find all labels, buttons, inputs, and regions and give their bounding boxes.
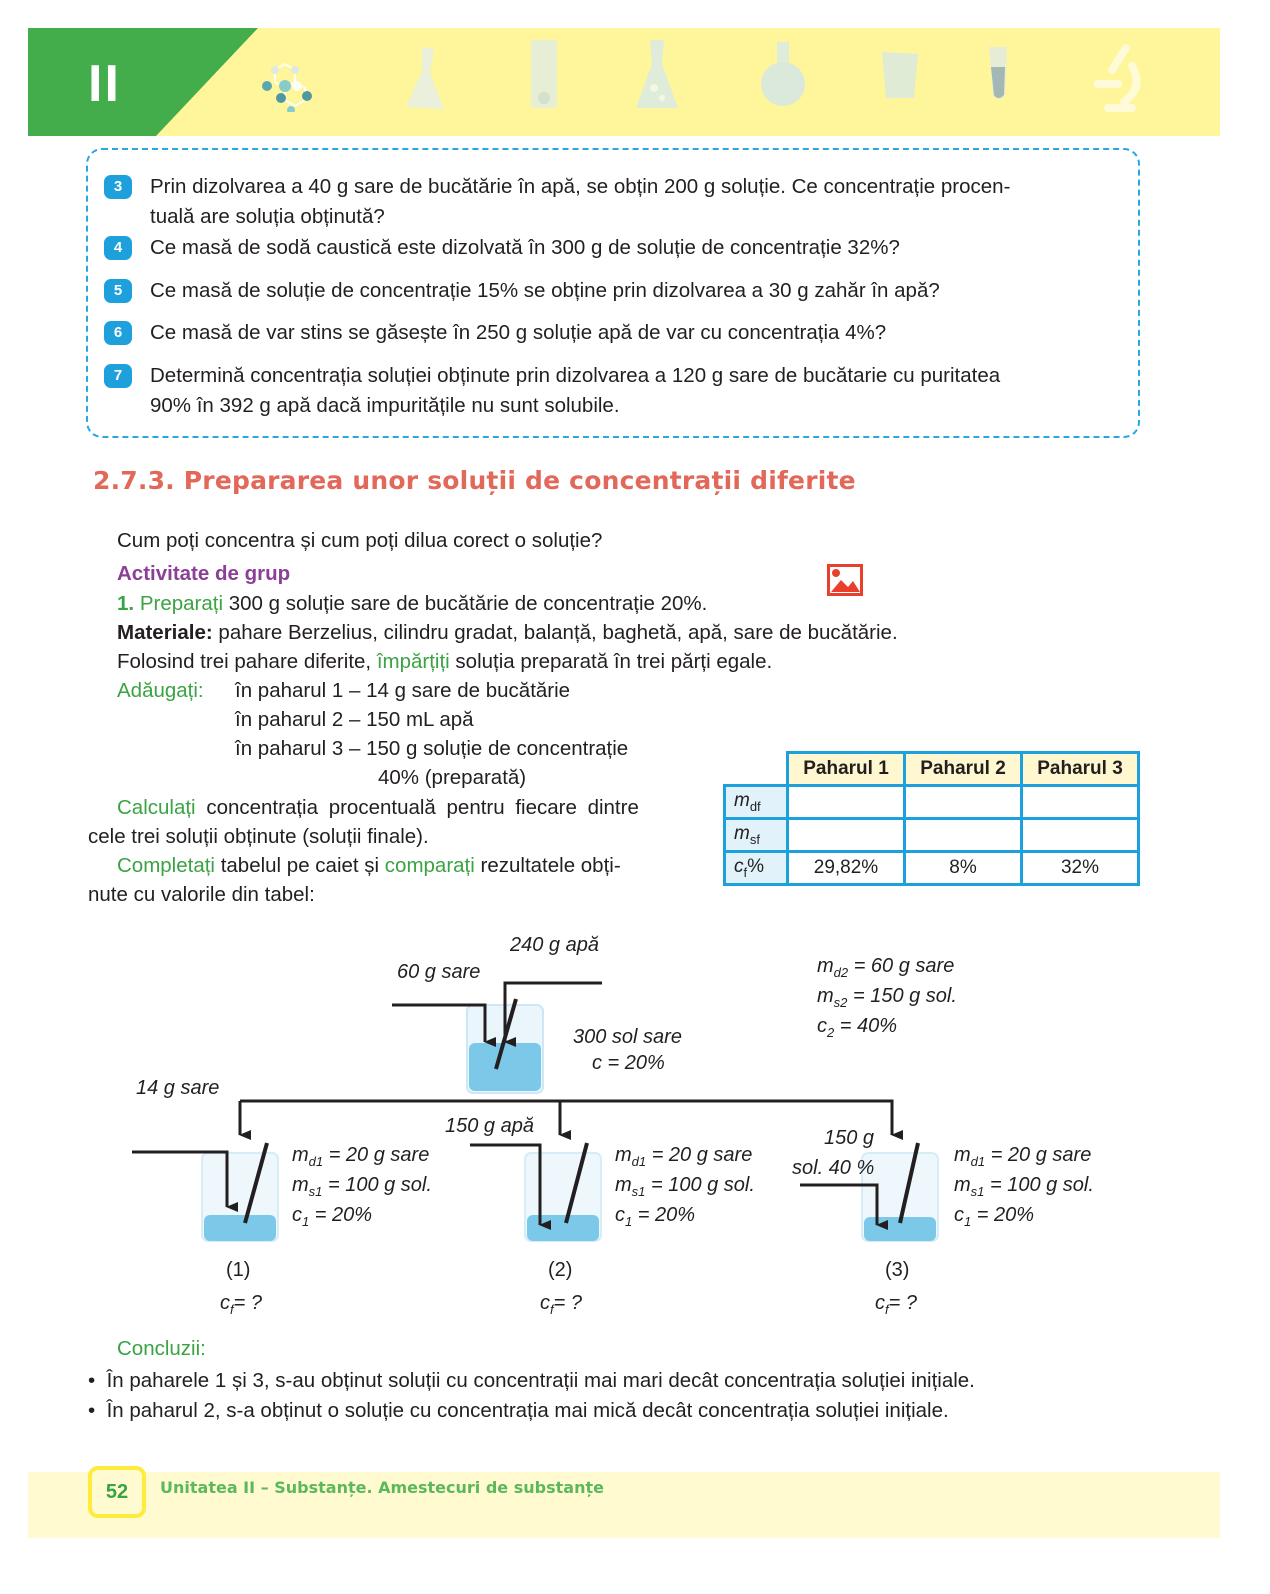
beaker-2 <box>525 1153 601 1241</box>
complete-text: tabelul pe caiet și <box>215 854 385 877</box>
input-salt-label: 60 g sare <box>397 961 481 983</box>
subscript: 1 <box>302 1214 310 1229</box>
initial-concentration-label: c = 20% <box>592 1052 665 1074</box>
value: = ? <box>553 1292 582 1314</box>
table-header-row <box>725 753 1139 786</box>
conclusion-text: În paharele 1 și 3, s-au obținut soluții cu concentrații mai mari decât concentrația soluției inițiale. <box>106 1369 975 1392</box>
row-header <box>725 819 788 852</box>
beaker-3-cf <box>875 1292 917 1317</box>
step-number: 1. <box>117 592 135 615</box>
value: = 100 g sol. <box>984 1174 1094 1196</box>
symbol: c <box>540 1292 550 1314</box>
bullet: • <box>88 1399 107 1422</box>
image-icon[interactable] <box>826 563 864 597</box>
subscript: f <box>885 1302 889 1317</box>
solution2-c <box>817 1015 897 1040</box>
subscript: s2 <box>833 995 848 1010</box>
complete-verb: Completați <box>117 854 215 877</box>
table-cell <box>905 819 1022 852</box>
table-corner <box>725 753 788 786</box>
erlenmeyer-flask-icon <box>400 45 450 115</box>
materials-text: pahare Berzelius, cilindru gradat, balanță, baghetă, apă, sare de bucătărie. <box>212 621 898 644</box>
microscope-icon <box>1088 40 1148 112</box>
table-cell <box>788 819 905 852</box>
solution2-ms <box>817 985 957 1010</box>
column-header: Paharul 2 <box>905 753 1022 786</box>
complete-line-1 <box>117 851 621 880</box>
distribution-line <box>240 1101 892 1135</box>
round-flask-icon <box>755 40 810 108</box>
diagram-graphics <box>120 925 1130 1325</box>
exercise-line: Determină concentrația soluției obținute prin dizolvarea a 120 g sare de bucătarie cu puritatea <box>150 364 1001 387</box>
table-cell: 29,82% <box>788 852 905 885</box>
table-row <box>725 852 1139 885</box>
exercise-text: Ce masă de soluție de concentrație 15% se obține prin dizolvarea a 30 g zahăr în apă? <box>150 279 940 302</box>
beaker-3-ms: $m_{s1} = 100$ g sol. <box>954 1174 1094 1199</box>
symbol: m <box>817 955 834 977</box>
symbol: m <box>817 985 834 1007</box>
table-cell: 32% <box>1022 852 1139 885</box>
conclusion-item <box>88 1366 975 1395</box>
subscript: 1 <box>964 1214 972 1229</box>
table-cell: 8% <box>905 852 1022 885</box>
split-text: soluția preparată în trei părți egale. <box>449 650 773 673</box>
beaker-1-cf <box>220 1292 262 1317</box>
beaker-3-md: $m_{d1} = 20$ g sare <box>954 1144 1092 1169</box>
calc-line-1 <box>117 793 707 822</box>
exercise-text <box>150 172 1010 232</box>
beaker-icon <box>880 50 920 100</box>
exercise-line: 90% în 392 g apă dacă impuritățile nu sunt solubile. <box>150 394 620 417</box>
footer-unit-title: Unitatea II – Substanțe. Amestecuri de substanțe <box>160 1478 604 1497</box>
value: = 150 g sol. <box>847 985 957 1007</box>
unit-tab <box>28 28 258 136</box>
value: = 60 g sare <box>848 955 955 977</box>
subscript: 2 <box>827 1025 835 1040</box>
beaker-3-number: (3) <box>885 1259 910 1281</box>
add-item-3-cont: 40% (preparată) <box>378 766 527 789</box>
complete-line-2: nute cu valorile din tabel: <box>88 883 315 906</box>
value: = ? <box>888 1292 917 1314</box>
symbol: c <box>875 1292 885 1314</box>
beaker-2-c: $c_1 = 20\%$ <box>615 1204 696 1229</box>
exercise-text <box>150 361 1000 421</box>
table-row <box>725 819 1139 852</box>
split-verb: împărțiți <box>376 650 450 673</box>
beaker-2-added: 150 g apă <box>445 1115 534 1137</box>
add-label: Adăugați: <box>117 679 204 702</box>
value: = 20 g sare <box>323 1144 430 1166</box>
table-row <box>725 786 1139 819</box>
materials-line <box>117 618 898 647</box>
beaker-1-added: 14 g sare <box>136 1077 220 1099</box>
symbol: c <box>220 1292 230 1314</box>
page-number: 52 <box>88 1466 146 1518</box>
exercise-number-badge: 6 <box>104 321 132 345</box>
add-item-2: în paharul 2 – 150 mL apă <box>235 708 474 731</box>
step-1 <box>117 589 707 618</box>
results-table <box>723 751 1140 886</box>
conclusions-title: Concluzii: <box>117 1337 206 1360</box>
compare-verb: comparați <box>384 854 475 877</box>
beaker-2-cf <box>540 1292 582 1317</box>
conical-flask-icon <box>632 38 682 110</box>
conclusion-item <box>88 1396 949 1425</box>
subscript: s1 <box>970 1184 985 1199</box>
input-water-label: 240 g apă <box>510 934 599 956</box>
beaker-1-ms: $m_{s1} = 100$ g sol. <box>292 1174 432 1199</box>
materials-label: Materiale: <box>117 621 213 644</box>
step-text: 300 g soluție sare de bucătărie de concentrație 20%. <box>223 592 708 615</box>
subscript: d2 <box>833 965 849 980</box>
beaker-2-md: $m_{d1} = 20$ g sare <box>615 1144 753 1169</box>
conclusion-text: În paharul 2, s-a obținut o soluție cu concentrația mai mică decât concentrația soluției inițiale. <box>106 1399 949 1422</box>
column-header: Paharul 1 <box>788 753 905 786</box>
section-title: 2.7.3. Prepararea unor soluții de concentrații diferite <box>93 466 856 495</box>
beaker-3-c: $c_1 = 20\%$ <box>954 1204 1035 1229</box>
add-item-3: în paharul 3 – 150 g soluție de concentrație <box>235 737 629 760</box>
row-symbol: m <box>734 790 750 812</box>
unit-numeral: II <box>88 55 121 113</box>
table-cell <box>1022 819 1139 852</box>
value: = 20% <box>971 1204 1035 1226</box>
complete-text: rezultatele obți- <box>474 854 621 877</box>
beaker-1-c: $c_1 = 20\%$ <box>292 1204 373 1229</box>
value: = ? <box>233 1292 262 1314</box>
bullet: • <box>88 1369 107 1392</box>
exercise-number-badge: 7 <box>104 364 132 388</box>
table-cell <box>788 786 905 819</box>
step-verb: Preparați <box>139 592 223 615</box>
beaker-3-added-1: 150 g <box>824 1127 875 1149</box>
exercise-line: tuală are soluția obținută? <box>150 205 385 228</box>
value: = 100 g sol. <box>322 1174 432 1196</box>
split-text: Folosind trei pahare diferite, <box>117 650 377 673</box>
beaker-1-number: (1) <box>226 1259 251 1281</box>
calc-line-2: cele trei soluții obținute (soluții finale). <box>88 825 429 848</box>
beaker-3-added-2: sol. 40 % <box>792 1157 875 1179</box>
solution2-md <box>817 955 954 980</box>
beaker-1 <box>202 1153 278 1241</box>
symbol: c <box>817 1015 827 1037</box>
calc-text: concentrația procentuală pentru fiecare dintre <box>195 796 639 819</box>
exercise-text: Ce masă de var stins se găsește în 250 g soluție apă de var cu concentrația 4%? <box>150 321 887 344</box>
row-header <box>725 786 788 819</box>
value: = 100 g sol. <box>645 1174 755 1196</box>
calc-verb: Calculați <box>117 796 196 819</box>
value: = 20% <box>309 1204 373 1226</box>
subscript: f <box>230 1302 234 1317</box>
activity-title: Activitate de grup <box>117 562 291 585</box>
value: = 20% <box>632 1204 696 1226</box>
value: = 20 g sare <box>985 1144 1092 1166</box>
exercise-number-badge: 5 <box>104 279 132 303</box>
exercise-number-badge: 4 <box>104 236 132 260</box>
row-symbol: m <box>734 823 750 845</box>
exercise-line: Prin dizolvarea a 40 g sare de bucătărie în apă, se obțin 200 g soluție. Ce concentrație procen- <box>150 175 1011 198</box>
thermometer-icon <box>525 38 565 110</box>
subscript: 1 <box>625 1214 633 1229</box>
subscript: s1 <box>308 1184 323 1199</box>
beaker-2-number: (2) <box>548 1259 573 1281</box>
exercise-text: Ce masă de sodă caustică este dizolvată în 300 g de soluție de concentrație 32%? <box>150 236 900 259</box>
initial-solution-label: 300 sol sare <box>573 1026 682 1048</box>
row-suffix: % <box>747 856 765 878</box>
split-line <box>117 647 772 676</box>
beaker-1-md: $m_{d1} = 20$ g sare <box>292 1144 430 1169</box>
subscript: f <box>550 1302 554 1317</box>
row-header <box>725 852 788 885</box>
column-header: Paharul 3 <box>1022 753 1139 786</box>
molecule-icon <box>255 62 335 112</box>
test-tube-icon <box>985 45 1015 103</box>
row-subscript: df <box>749 798 761 814</box>
table-cell <box>905 786 1022 819</box>
section-question: Cum poți concentra și cum poți dilua corect o soluție? <box>117 529 603 552</box>
dilution-diagram <box>120 925 1130 1325</box>
row-subscript: f <box>743 864 748 880</box>
row-subscript: sf <box>749 831 760 847</box>
row-symbol: c <box>734 856 744 878</box>
subscript: d1 <box>631 1154 647 1169</box>
add-item-1: în paharul 1 – 14 g sare de bucătărie <box>235 679 571 702</box>
subscript: s1 <box>631 1184 646 1199</box>
value: = 20 g sare <box>646 1144 753 1166</box>
subscript: d1 <box>308 1154 324 1169</box>
beaker-2-ms: $m_{s1} = 100$ g sol. <box>615 1174 755 1199</box>
subscript: d1 <box>970 1154 986 1169</box>
exercise-number-badge: 3 <box>104 175 132 199</box>
table-cell <box>1022 786 1139 819</box>
value: = 40% <box>834 1015 898 1037</box>
